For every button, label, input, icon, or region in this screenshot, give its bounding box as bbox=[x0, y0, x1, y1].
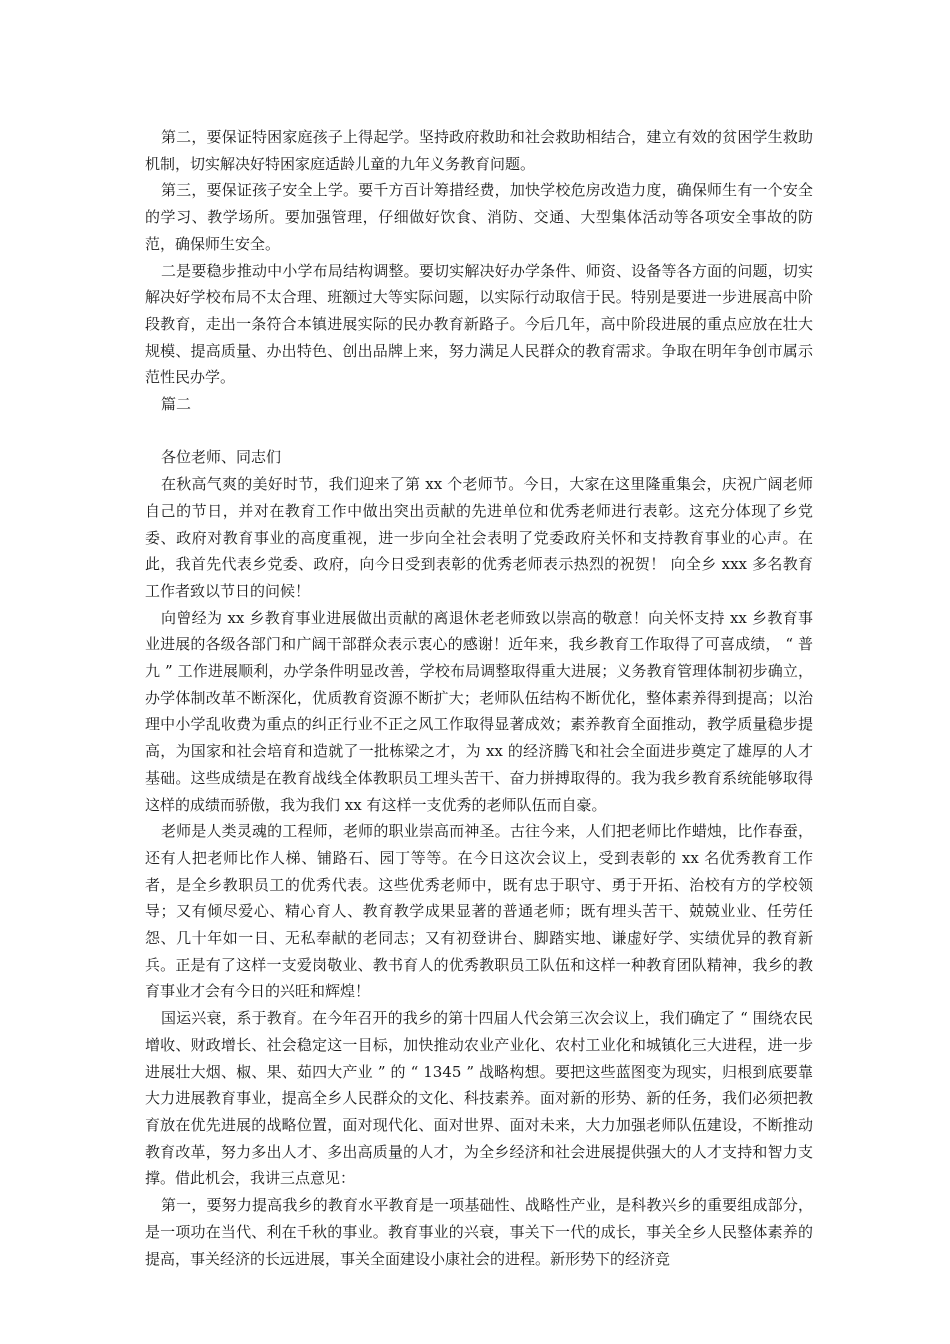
salutation: 各位老师、同志们 bbox=[161, 448, 282, 467]
paragraph: 老师是人类灵魂的工程师，老师的职业崇高而神圣。古往今来，人们把老师比作蜡烛，比作春蚕，还有人把老师比作人梯、铺路石、园丁等等。在今日这次会议上，受到表彰的 xx 名优秀教育工作者，是全乡教职员工的优秀代表。这些优秀老师中，既有忠于职守、勇于开拓、治校有方的学校领导；又有倾尽爱心、精心育人、教育教学成果显著的普通老师；既有埋头苦干、兢兢业业、任劳任怨、几十年如一日、无私奉献的老同志；又有初登讲台、脚踏实地、谦虚好学、实绩优异的教育新兵。正是有了这样一支爱岗敬业、教书育人的优秀教职员工队伍和这样一种教育团队精神，我乡的教育事业才会有今日的兴旺和辉煌！ bbox=[145, 822, 813, 1001]
paragraph: 二是要稳步推动中小学布局结构调整。要切实解决好办学条件、师资、设备等各方面的问题，切实解决好学校布局不太合理、班额过大等实际问题，以实际行动取信于民。特别是要进一步进展高中阶段教育，走出一条符合本镇进展实际的民办教育新路子。今后几年，高中阶段进展的重点应放在壮大规模、提高质量、办出特色、创出品牌上来，努力满足人民群众的教育需求。争取在明年争创市属示范性民办学。 bbox=[145, 261, 813, 387]
paragraph: 第三，要保证孩子安全上学。要千方百计筹措经费，加快学校危房改造力度，确保师生有一个安全的学习、教学场所。要加强管理，仔细做好饮食、消防、交通、大型集体活动等各项安全事故的防范，确保师生安全。 bbox=[145, 181, 813, 253]
paragraph: 第二，要保证特困家庭孩子上得起学。坚持政府救助和社会救助相结合，建立有效的贫困学生救助机制，切实解决好特困家庭适龄儿童的九年义务教育问题。 bbox=[145, 128, 813, 173]
paragraph: 国运兴衰，系于教育。在今年召开的我乡的第十四届人代会第三次会议上，我们确定了 “ 围绕农民增收、财政增长、社会稳定这一目标，加快推动农业产业化、农村工业化和城镇化三大进程，进一步进展壮大烟、椒、果、茹四大产业 ” 的 “ 1345 ” 战略构想。要把这些蓝图变为现实，归根到底要靠大力进展教育事业，提高全乡人民群众的文化、科技素养。面对新的形势、新的任务，我们必须把教育放在优先进展的战略位置，面对现代化、面对世界、面对未来，大力加强老师队伍建设，不断推动教育改革，努力多出人才、多出高质量的人才，为全乡经济和社会进展提供强大的人才支持和智力支撑。借此机会，我讲三点意见： bbox=[145, 1009, 813, 1188]
section-title: 篇二 bbox=[161, 395, 192, 414]
paragraph: 在秋高气爽的美好时节，我们迎来了第 xx 个老师节。今日，大家在这里隆重集会，庆祝广阔老师自己的节日，并对在教育工作中做出突出贡献的先进单位和优秀老师进行表彰。这充分体现了乡党委、政府对教育事业的高度重视，进一步向全社会表明了党委政府关怀和支持教育事业的心声。在此，我首先代表乡党委、政府，向今日受到表彰的优秀老师表示热烈的祝贺！ 向全乡 xxx 多名教育工作者致以节日的问候！ bbox=[145, 475, 813, 600]
paragraph: 向曾经为 xx 乡教育事业进展做出贡献的离退休老老师致以崇高的敬意！向关怀支持 xx 乡教育事业进展的各级各部门和广阔干部群众表示衷心的感谢！近年来，我乡教育工作取得了可喜成绩， “ 普九 ” 工作进展顺利，办学条件明显改善，学校布局调整取得重大进展；义务教育管理体制初步确立，办学体制改革不断深化，优质教育资源不断扩大；老师队伍结构不断优化，整体素养得到提高；以治理中小学乱收费为重点的纠正行业不正之风工作取得显著成效；素养教育全面推动，教学质量稳步提高，为国家和社会培育和造就了一批栋梁之才，为 xx 的经济腾飞和社会全面进步奠定了雄厚的人才基础。这些成绩是在教育战线全体教职员工埋头苦干、奋力拼搏取得的。我为我乡教育系统能够取得这样的成绩而骄傲，我为我们 xx 有这样一支优秀的老师队伍而自豪。 bbox=[145, 608, 813, 814]
document-body bbox=[145, 124, 813, 1272]
blank-line bbox=[145, 418, 813, 445]
paragraph: 第一，要努力提高我乡的教育水平教育是一项基础性、战略性产业，是科教兴乡的重要组成部分，是一项功在当代、利在千秋的事业。教育事业的兴衰，事关下一代的成长，事关全乡人民整体素养的提高，事关经济的长远进展，事关全面建设小康社会的进程。新形势下的经济竞 bbox=[145, 1196, 813, 1268]
